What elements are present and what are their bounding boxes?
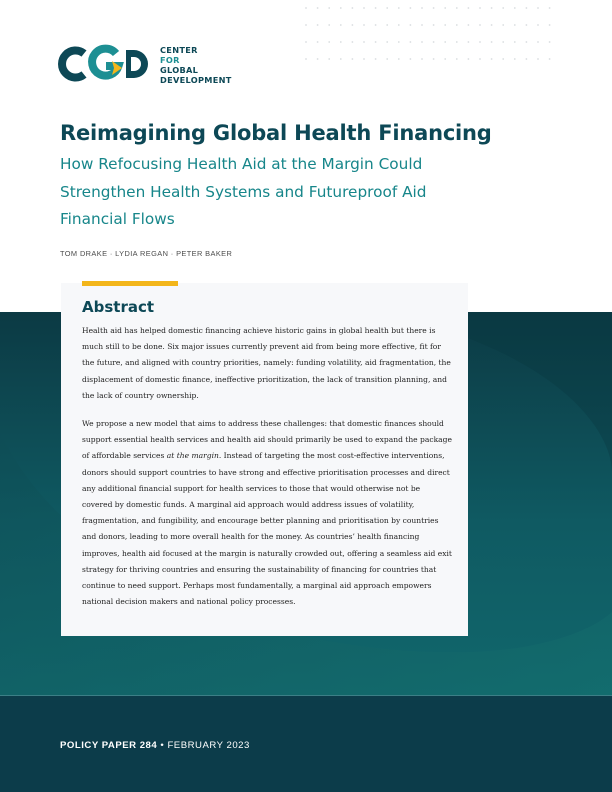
cgd-logo [56, 44, 152, 84]
author-list: TOM DRAKE · LYDIA REGAN · PETER BAKER [60, 249, 233, 258]
cgd-logo-mark-icon [56, 44, 152, 84]
dot-grid-decoration [300, 6, 560, 62]
abstract-p2-emphasis: at the margin [166, 451, 219, 461]
footer-date: FEBRUARY 2023 [167, 740, 250, 751]
footer-series: POLICY PAPER 284 [60, 740, 158, 751]
abstract-p2-text-end: . Instead of targeting the most cost-effective interventions, donors should support countries to have strong and effective prioritisation processes and direct any additional financial support for health services to those that would otherwise not be covered by domestic funds. A marginal aid approach would address issues of volatility, fragmentation, and fungibility, and encourage better planning and prioritisation by countries and donors, leading to more overall health for the money. As countries’ health financing improves, health aid focused at the margin is naturally crowded out, offering a seamless aid exit strategy for thriving countries and ensuring the sustainability of financing for countries that continue to need support. Perhaps most fundamentally, a marginal aid approach empowers national decision makers and national policy processes. [82, 451, 452, 607]
footer-separator: • [160, 740, 165, 751]
abstract-heading: Abstract [82, 298, 155, 316]
logo-line-for: FOR [160, 55, 180, 65]
logo-line-global: GLOBAL [160, 65, 199, 75]
logo-wordmark [160, 45, 232, 85]
logo-line-development: DEVELOPMENT [160, 75, 232, 85]
page-subtitle: How Refocusing Health Aid at the Margin Could Strengthen Health Systems and Futureproof Aid Financial Flows [60, 155, 427, 228]
page-title: Reimagining Global Health Financing [60, 121, 492, 145]
footer-publication-info [60, 740, 250, 751]
logo-line-center: CENTER [160, 45, 198, 55]
abstract-paragraph-1: Health aid has helped domestic financing achieve historic gains in global health but there is much still to be done. Six major issues currently prevent aid from being more effective, fit for the future, and aligned with country priorities, namely: funding volatility, aid fragmentation, the displacement of domestic finance, ineffective prioritization, the lack of transition planning, and the lack of country ownership. [82, 326, 451, 400]
abstract-paragraph-2 [82, 416, 452, 610]
abstract-p2-text-start: We propose a new model that aims to address these challenges: that domestic finances should support essential health services and health aid should primarily be used to expand the package of affordable services [82, 419, 452, 461]
abstract-accent-bar [82, 281, 178, 286]
abstract-body [82, 323, 452, 610]
